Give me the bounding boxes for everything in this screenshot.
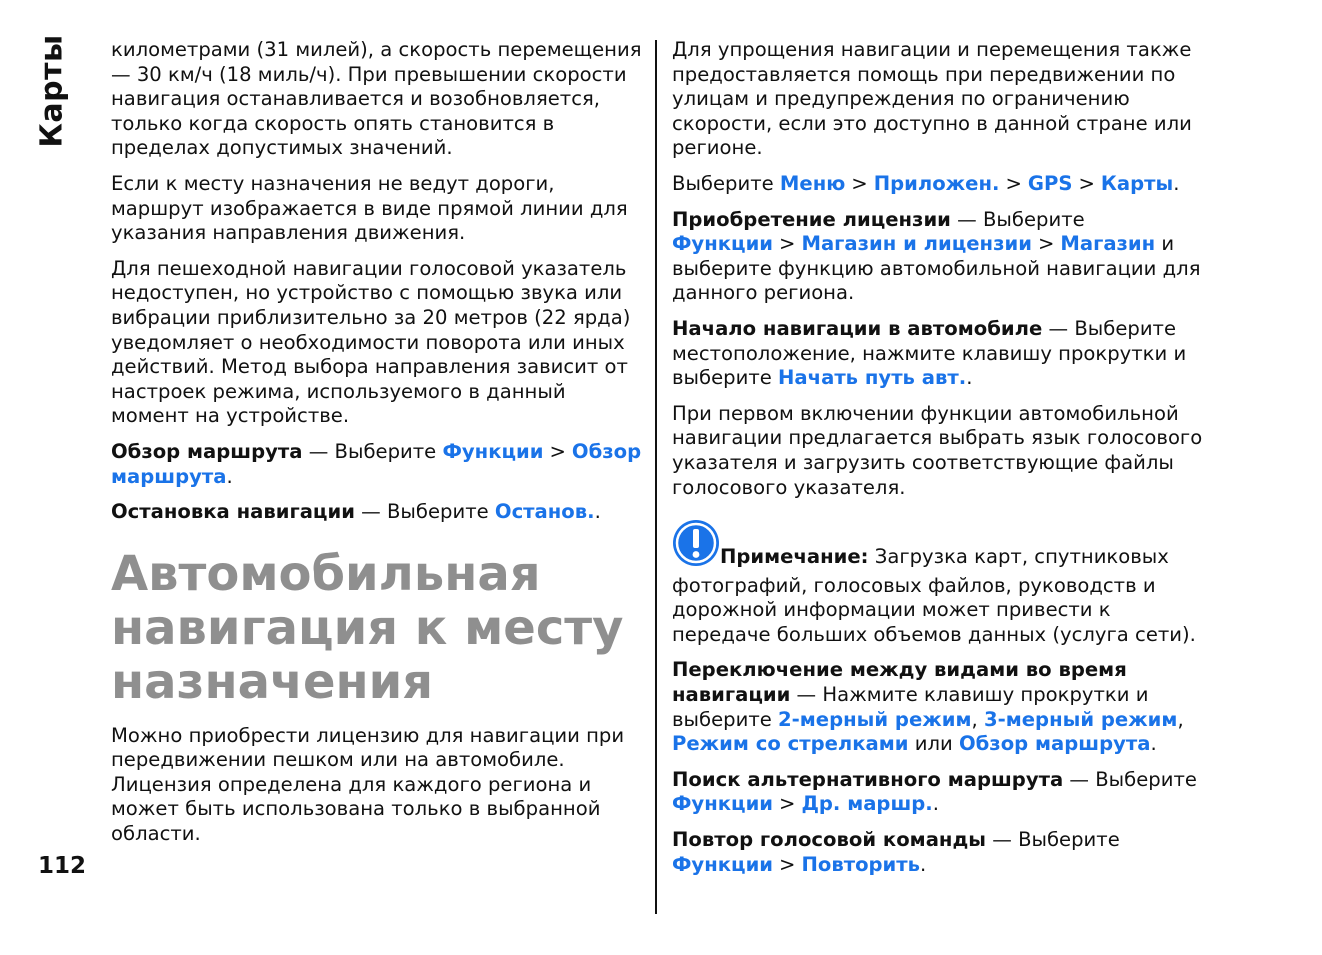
link-maps[interactable]: Карты <box>1100 171 1174 195</box>
license-entry: Приобретение лицензии — Выберите Функции > Магазин и лицензии > Магазин и выберите функцию автомобильной навигации для данного региона. <box>672 207 1201 305</box>
page-number: 112 <box>38 853 87 879</box>
link-gps[interactable]: GPS <box>1027 171 1073 195</box>
term: Обзор маршрута <box>111 439 303 463</box>
link-route-overview[interactable]: Обзор маршрута <box>958 732 1151 756</box>
link-repeat[interactable]: Повторить <box>801 852 921 876</box>
note-label: Примечание: <box>720 545 869 569</box>
route-overview-entry: Обзор маршрута — Выберите Функции > Обзор маршрута. <box>111 439 642 488</box>
section-side-label: Карты <box>34 34 70 148</box>
link-3d-mode[interactable]: 3-мерный режим <box>983 707 1178 731</box>
note: Примечание: Загрузка карт, спутниковых фотографий, голосовых файлов, руководств и дорожной информации может привести к передаче больших объемов данных (услуга сети). <box>672 511 1210 647</box>
alt-route-entry: Поиск альтернативного маршрута — Выберите Функции > Др. маршр.. <box>672 767 1197 816</box>
section-heading: Автомобильная навигация к месту назначения <box>111 545 624 710</box>
car-start-entry: Начало навигации в автомобиле — Выберите местоположение, нажмите клавишу прокрутки и выберите Начать путь авт.. <box>672 316 1187 390</box>
repeat-voice-entry: Повтор голосовой команды — Выберите Функции > Повторить. <box>672 828 1120 876</box>
link-stop[interactable]: Останов. <box>494 500 595 524</box>
paragraph: Можно приобрести лицензию для навигации при передвижении пешком или на автомобиле. Лицензия определена для каждого региона и может быть использована только в выбранной области. <box>111 723 625 846</box>
link-functions[interactable]: Функции <box>442 439 544 463</box>
link-2d-mode[interactable]: 2-мерный режим <box>778 707 972 731</box>
column-divider <box>655 40 657 914</box>
stop-navigation-entry: Остановка навигации — Выберите Останов.. <box>111 500 601 524</box>
link-functions[interactable]: Функции <box>672 232 774 256</box>
link-arrow-mode[interactable]: Режим со стрелками <box>672 732 909 756</box>
switch-view-entry: Переключение между видами во время навигации — Нажмите клавишу прокрутки и выберите 2-мерный режим, 3-мерный режим, Режим со стрелками или Обзор маршрута. <box>672 658 1184 756</box>
paragraph: километрами (31 милей), а скорость перемещения — 30 км/ч (18 миль/ч). При превышении скорости навигация останавливается и возобновляется, только когда скорость опять становится в пределах допустимых значений. <box>111 38 642 160</box>
link-applications[interactable]: Приложен. <box>873 171 1000 195</box>
link-other-route[interactable]: Др. маршр. <box>801 792 933 816</box>
term: Поиск альтернативного маршрута <box>672 767 1064 791</box>
link-functions[interactable]: Функции <box>672 792 774 816</box>
left-column <box>111 38 643 858</box>
term: Начало навигации в автомобиле <box>672 316 1043 340</box>
link-route-overview[interactable]: Обзор маршрута <box>111 439 642 488</box>
term: Приобретение лицензии <box>672 207 951 231</box>
term: Остановка навигации <box>111 500 355 524</box>
link-store[interactable]: Магазин <box>1060 232 1156 256</box>
link-menu[interactable]: Меню <box>779 171 846 195</box>
term: Повтор голосовой команды <box>672 828 986 852</box>
link-functions[interactable]: Функции <box>672 852 774 876</box>
term: Переключение между видами во время навигации <box>672 658 1127 707</box>
paragraph: Для пешеходной навигации голосовой указатель недоступен, но устройство с помощью звука или вибрации приблизительно за 20 метров (22 ярда) уведомляет о необходимости поворота или иных действий. Метод выбора направления зависит от настроек режима, используемого в данный момент на устройстве. <box>111 256 631 428</box>
link-store-licenses[interactable]: Магазин и лицензии <box>801 232 1032 256</box>
paragraph: Если к месту назначения не ведут дороги, маршрут изображается в виде прямой линии для указания направления движения. <box>111 171 628 245</box>
link-start-drive[interactable]: Начать путь авт. <box>778 366 967 390</box>
menu-path: Выберите Меню > Приложен. > GPS > Карты. <box>672 171 1180 195</box>
paragraph: При первом включении функции автомобильной навигации предлагается выбрать язык голосового указателя и загрузить соответствующие файлы голосового указателя. <box>672 401 1203 499</box>
exclamation-icon <box>672 519 720 574</box>
paragraph: Для упрощения навигации и перемещения также предоставляется помощь при передвижении по улицам и предупреждения по ограничению скорости, если это доступно в данной стране или регионе. <box>672 38 1192 160</box>
right-column <box>672 38 1210 888</box>
